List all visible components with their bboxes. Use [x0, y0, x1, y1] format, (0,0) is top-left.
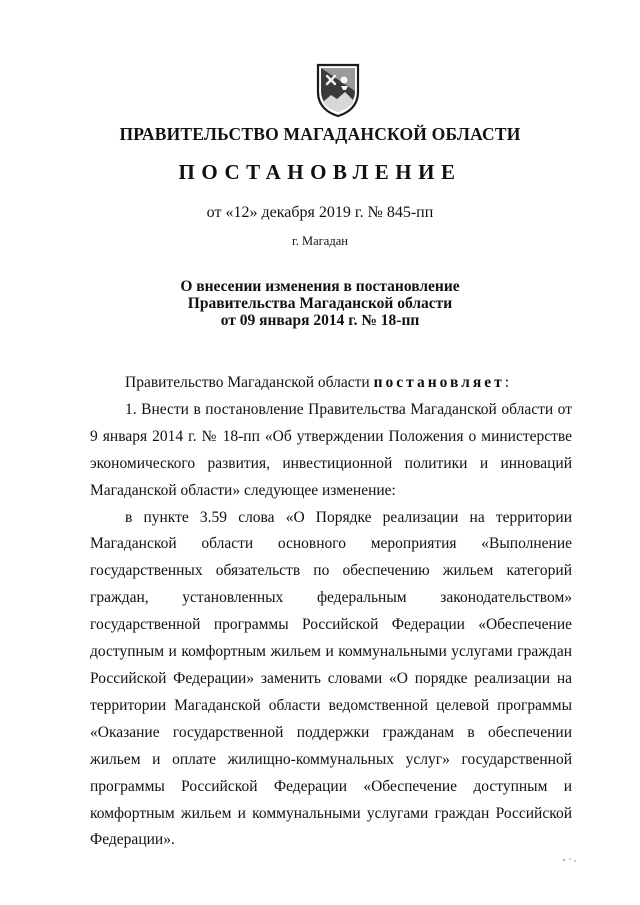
subject-line-3: от 09 января 2014 г. № 18-пп	[220, 312, 420, 329]
document-type-title: ПОСТАНОВЛЕНИЕ	[178, 160, 462, 184]
scan-artifact	[562, 856, 578, 864]
subject-line-2: Правительства Магаданской области	[187, 295, 453, 312]
intro-suffix: :	[504, 374, 510, 391]
document-subject	[0, 278, 640, 329]
paragraph-1: 1. Внести в постановление Правительства Магаданской области от 9 января 2014 г. № 18-пп «Об утверждении Положения о министерстве экономического развития, инвестиционной политики и инноваций Магаданской области» следующее изменение:	[90, 400, 572, 499]
coat-of-arms-icon	[315, 62, 361, 118]
document-body	[90, 370, 572, 854]
organization-title: ПРАВИТЕЛЬСТВО МАГАДАНСКОЙ ОБЛАСТИ	[119, 124, 521, 144]
paragraph-2: в пункте 3.59 слова «О Порядке реализации на территории Магаданской области основного мероприятия «Выполнение государственных обязательств по обеспечению жильем категорий граждан, установленных федеральным законодательством» государственной программы Российской Федерации «Обеспечение доступным и комфортным жильем и коммунальными услугами граждан Российской Федерации» заменить словами «О порядке реализации на территории Магаданской области ведомственной целевой программы «Оказание государственной поддержки гражданам в обеспечении жильем и оплате жилищно-коммунальных услуг» государственной программы Российской Федерации «Обеспечение доступным и комфортным жильем и коммунальными услугами граждан Российской Федерации».	[90, 508, 572, 849]
intro-paragraph	[90, 370, 572, 397]
document-date-number: от «12» декабря 2019 г. № 845-пп	[206, 204, 434, 221]
document-city: г. Магадан	[292, 234, 348, 248]
subject-line-1: О внесении изменения в постановление	[180, 278, 460, 295]
intro-decree-word: постановляет	[373, 374, 505, 391]
intro-prefix: Правительство Магаданской области	[125, 374, 374, 391]
